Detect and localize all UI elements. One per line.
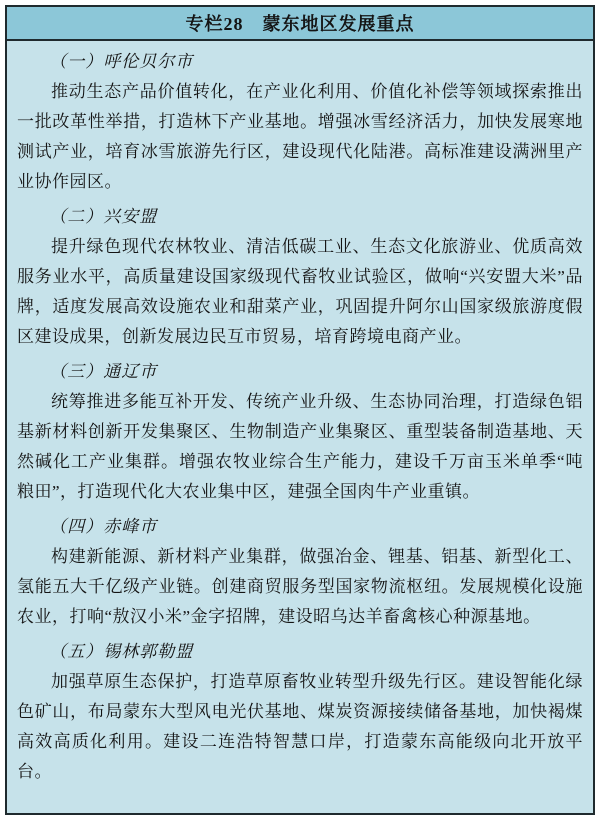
section-heading: （二）兴安盟 xyxy=(49,207,158,226)
section-paragraph: 构建新能源、新材料产业集群，做强冶金、锂基、铝基、新型化工、氢能五大千亿级产业链。创建商贸服务型国家物流枢纽。发展规模化设施农业，打响“敖汉小米”金字招牌，建设昭乌达羊畜禽核心种源基地。 xyxy=(17,547,583,626)
section-hulunbuir xyxy=(17,47,583,197)
info-panel xyxy=(5,5,595,815)
section-heading: （五）锡林郭勒盟 xyxy=(49,642,194,661)
section-paragraph: 加强草原生态保护，打造草原畜牧业转型升级先行区。建设智能化绿色矿山，布局蒙东大型风电光伏基地、煤炭资源接续储备基地，加快褐煤高效高质化利用。建设二连浩特智慧口岸，打造蒙东高能级向北开放平台。 xyxy=(17,672,583,781)
panel-body xyxy=(7,41,593,813)
panel-title: 专栏28 蒙东地区发展重点 xyxy=(185,14,415,34)
section-hinggan xyxy=(17,202,583,352)
section-heading: （一）呼伦贝尔市 xyxy=(49,52,194,71)
section-xilingol xyxy=(17,637,583,787)
section-paragraph: 推动生态产品价值转化，在产业化利用、价值化补偿等领域探索推出一批改革性举措，打造林下产业基地。增强冰雪经济活力，加快发展寒地测试产业，培育冰雪旅游先行区，建设现代化陆港。高标准建设满洲里产业协作园区。 xyxy=(17,82,583,191)
section-chifeng xyxy=(17,512,583,632)
section-heading: （四）赤峰市 xyxy=(49,517,158,536)
section-paragraph: 统筹推进多能互补开发、传统产业升级、生态协同治理，打造绿色铝基新材料创新开发集聚区、生物制造产业集聚区、重型装备制造基地、天然碱化工产业集群。增强农牧业综合生产能力，建设千万亩玉米单季“吨粮田”，打造现代化大农业集中区，建强全国肉牛产业重镇。 xyxy=(17,392,583,501)
section-tongliao xyxy=(17,357,583,507)
section-heading: （三）通辽市 xyxy=(49,362,158,381)
panel-header xyxy=(7,7,593,41)
section-paragraph: 提升绿色现代农林牧业、清洁低碳工业、生态文化旅游业、优质高效服务业水平，高质量建设国家级现代畜牧业试验区，做响“兴安盟大米”品牌，适度发展高效设施农业和甜菜产业，巩固提升阿尔山国家级旅游度假区建设成果，创新发展边民互市贸易，培育跨境电商产业。 xyxy=(17,237,583,346)
